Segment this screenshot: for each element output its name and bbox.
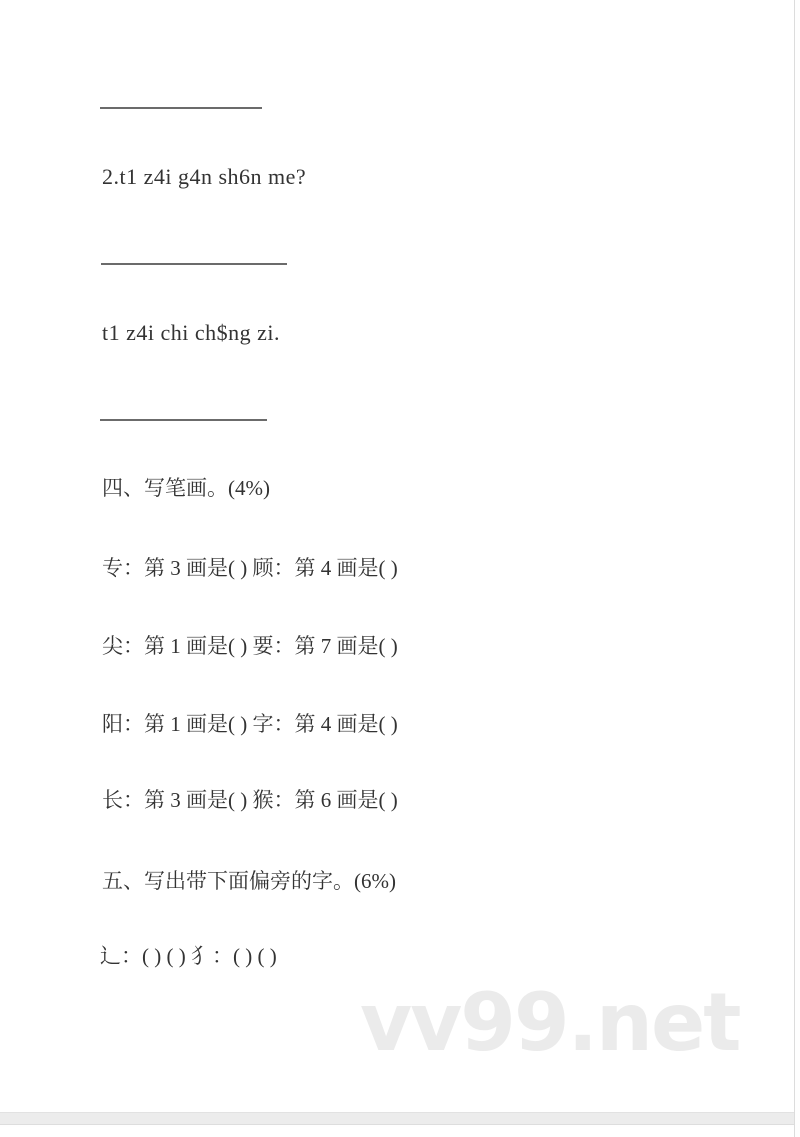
radical-question-row: 辶：( ) ( ) 犭：( ) ( ) bbox=[100, 944, 277, 968]
section-5-heading: 五、写出带下面偏旁的字。(6%) bbox=[102, 869, 396, 893]
section-4-heading: 四、写笔画。(4%) bbox=[102, 476, 270, 500]
stroke-question-row: 阳：第 1 画是( ) 字：第 4 画是( ) bbox=[102, 712, 398, 736]
answer-blank-line-2 bbox=[101, 263, 287, 265]
site-watermark: vv99.net bbox=[360, 976, 740, 1069]
pinyin-sentence-text: t1 z4i chi ch$ng zi. bbox=[102, 320, 281, 345]
stroke-question-row: 尖：第 1 画是( ) 要：第 7 画是( ) bbox=[102, 634, 398, 658]
answer-blank-line-3 bbox=[100, 419, 267, 421]
answer-blank-line-1 bbox=[100, 107, 262, 109]
page-separator-gap bbox=[0, 1112, 794, 1125]
stroke-question-row: 专：第 3 画是( ) 顾：第 4 画是( ) bbox=[102, 556, 398, 580]
page-right-edge bbox=[794, 0, 795, 1137]
stroke-question-row: 长：第 3 画是( ) 猴：第 6 画是( ) bbox=[102, 788, 398, 812]
next-page-top bbox=[0, 1127, 794, 1137]
pinyin-question-text: 2.t1 z4i g4n sh6n me? bbox=[102, 164, 307, 189]
